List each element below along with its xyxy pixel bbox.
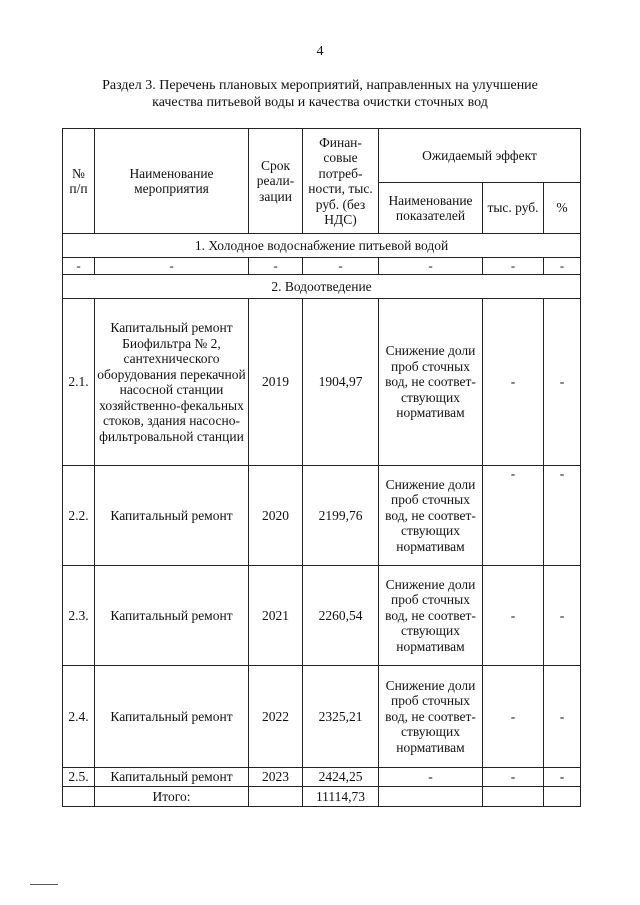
row-name: Капитальный ремонт [95,768,249,787]
total-empty-num [63,787,95,807]
section-1-title: 1. Холодное водоснабжение питьевой водой [63,234,581,258]
page-number: 4 [316,44,324,59]
row-year: 2019 [249,299,303,466]
header-thousand-rub: тыс. руб. [483,183,544,234]
s1-cell-pct: - [544,258,581,275]
total-label: Итого: [95,787,249,807]
row-indicator: Снижение доли проб сточных вод, не соответ-ствующих нормативам [379,299,483,466]
header-num: № п/п [63,129,95,234]
total-empty-term [249,787,303,807]
row-year: 2021 [249,566,303,666]
row-num: 2.4. [63,666,95,768]
table-row [63,299,581,466]
row-name: Капитальный ремонт Биофильтра № 2, сантехнического оборудования перекачной насосной станции хозяйственно-фекальных стоков, здания насосно-фильтровальной станции [95,299,249,466]
row-num: 2.3. [63,566,95,666]
header-effect: Ожидаемый эффект [379,129,581,183]
measures-table [62,128,581,807]
table-row [63,666,581,768]
row-pct: - [544,666,581,768]
total-empty-pct [544,787,581,807]
row-rub: - [483,768,544,787]
row-amount: 2424,25 [303,768,379,787]
row-rub: - [483,666,544,768]
row-name: Капитальный ремонт [95,566,249,666]
row-indicator: Снижение доли проб сточных вод, не соответ-ствующих нормативам [379,666,483,768]
section-1-row [63,234,581,258]
header-finance: Финан-совые потреб-ности, тыс. руб. (без НДС) [303,129,379,234]
total-empty-indicator [379,787,483,807]
section-1-data-row [63,258,581,275]
header-term: Срок реали-зации [249,129,303,234]
table-row [63,768,581,787]
header-row-1 [63,129,581,183]
row-pct: - [544,466,581,566]
header-percent: % [544,183,581,234]
footer-divider [30,884,58,885]
total-amount: 11114,73 [303,787,379,807]
row-rub: - [483,299,544,466]
section-title-line-2: качества питьевой воды и качества очистки сточных вод [152,95,488,110]
row-amount: 2260,54 [303,566,379,666]
row-amount: 2325,21 [303,666,379,768]
row-pct: - [544,299,581,466]
row-year: 2020 [249,466,303,566]
s1-cell-num: - [63,258,95,275]
s1-cell-term: - [249,258,303,275]
row-amount: 2199,76 [303,466,379,566]
row-num: 2.5. [63,768,95,787]
row-rub: - [483,566,544,666]
total-row [63,787,581,807]
header-indicator: Наименование показателей [379,183,483,234]
row-amount: 1904,97 [303,299,379,466]
section-title [40,77,600,111]
s1-cell-finance: - [303,258,379,275]
row-year: 2022 [249,666,303,768]
section-2-title: 2. Водоотведение [63,275,581,299]
s1-cell-name: - [95,258,249,275]
row-year: 2023 [249,768,303,787]
table-row [63,566,581,666]
total-empty-rub [483,787,544,807]
row-name: Капитальный ремонт [95,466,249,566]
row-indicator: Снижение доли проб сточных вод, не соответ-ствующих нормативам [379,466,483,566]
row-indicator: - [379,768,483,787]
row-name: Капитальный ремонт [95,666,249,768]
row-pct: - [544,768,581,787]
s1-cell-rub: - [483,258,544,275]
table-row [63,466,581,566]
row-pct: - [544,566,581,666]
header-name: Наименование мероприятия [95,129,249,234]
row-indicator: Снижение доли проб сточных вод, не соответ-ствующих нормативам [379,566,483,666]
row-rub: - [483,466,544,566]
row-num: 2.1. [63,299,95,466]
section-title-line-1: Раздел 3. Перечень плановых мероприятий, направленных на улучшение [102,78,538,93]
section-2-row [63,275,581,299]
row-num: 2.2. [63,466,95,566]
s1-cell-indicator: - [379,258,483,275]
